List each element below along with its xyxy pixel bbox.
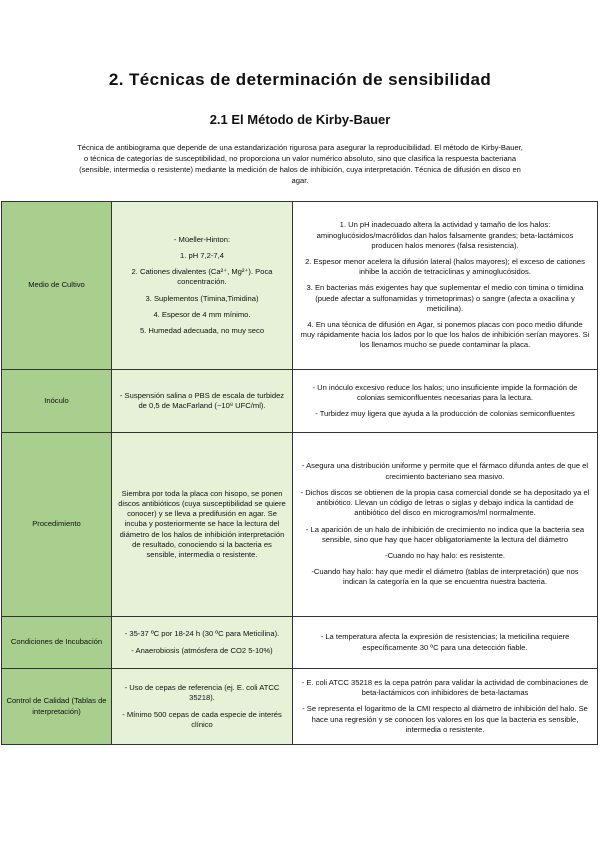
note-item: - E. coli ATCC 35218 es la cepa patrón para validar la actividad de combinaciones de beta-lactámicos con inhibidores de beta-lactamas — [301, 677, 589, 698]
notes-cell — [293, 617, 598, 669]
requirement-item: - 35-37 ºC por 18-24 h (30 ºC para Meticilina). — [124, 629, 280, 639]
requirement-item: 1. pH 7,2-7,4 — [180, 250, 224, 260]
intro-paragraph: Técnica de antibiograma que depende de una estandarización rigurosa para asegurar la reproducibilidad. El método de Kirby-Bauer, o técnica de categorías de susceptibilidad, no proporciona un valor numérico absoluto, sino que clasifica la respuesta bacteriana (sensible, intermedia o resistente) mediante la medición de halos de inhibición, cuya interpretación. Técnica de difusión en disco en agar. — [77, 143, 523, 185]
requirements-cell — [112, 202, 293, 370]
note-item: - Turbidez muy ligera que ayuda a la producción de colonias semiconfluentes — [315, 409, 575, 419]
requirement-item: - Suspensión salina o PBS de escala de turbidez de 0,5 de MacFarland (~10⁸ UFC/ml). — [119, 390, 285, 410]
page-title: 2. Técnicas de determinación de sensibilidad — [108, 70, 492, 89]
table-row — [2, 433, 598, 617]
note-item: - Asegura una distribución uniforme y permite que el fármaco difunda antes de que el crecimiento bacteriano sea masivo. — [301, 461, 589, 481]
table-row — [2, 370, 598, 433]
note-item: 4. En una técnica de difusión en Agar, si ponemos placas con poco medio difunde muy rápidamente hacia los lados por lo que los halos de inhibición serían mayores. Si los llenamos mucho se puede contaminar la placa. — [300, 320, 590, 350]
row-label: Control de Calidad (Tablas de interpretación) — [2, 669, 112, 745]
note-item: - Dichos discos se obtienen de la propia casa comercial donde se ha depositado ya el antibiótico. Llevan un código de letras o siglas y debajo indica la cantidad de antibiótico del disco en microgramos/ml normalmente. — [300, 487, 590, 518]
note-item: -Cuando hay halo: hay que medir el diámetro (tablas de interpretación) que nos indican la categoría en la que se encuentra nuestra bacteria. — [311, 567, 579, 587]
sensitivity-table — [1, 201, 598, 745]
table-row — [2, 669, 598, 745]
section-subtitle: 2.1 El Método de Kirby-Bauer — [209, 112, 391, 127]
requirement-item: 5. Humedad adecuada, no muy seco — [139, 326, 265, 335]
row-label: Inóculo — [2, 370, 112, 433]
requirement-item: 2. Cationes divalentes (Ca²⁺, Mg²⁺). Poca concentración. — [131, 267, 273, 287]
note-item: - Un inóculo excesivo reduce los halos; uno insuficiente impide la formación de colonias semiconfluentes necesarias para la lectura. — [312, 382, 578, 402]
row-label: Procedimiento — [2, 433, 112, 617]
notes-cell — [293, 433, 598, 617]
note-item: - Se representa el logaritmo de la CMI respecto al diámetro de inhibición del halo. Se hace una regresión y se conocen los valores en los que la bacteria es sensible, intermedia o resistente. — [302, 704, 588, 734]
notes-cell — [293, 202, 598, 370]
note-item: - La aparición de un halo de inhibición de crecimiento no indica que la bacteria sea sensible, sino que hay que hacer obligatoriamente la lectura del diámetro — [305, 524, 585, 544]
requirement-item: - Anaerobiosis (atmósfera de CO2 5-10%) — [131, 645, 273, 655]
note-item: 1. Un pH inadecuado altera la actividad y tamaño de los halos: aminoglucósidos/macrólidos dan halos falsamente grandes; beta-lactámicos producen halos menores (falsa resistencia). — [316, 220, 574, 250]
requirements-cell — [112, 617, 293, 669]
note-item: 2. Espesor menor acelera la difusión lateral (halos mayores); el exceso de cationes inhibe la acción de tetraciclinas y aminoglucósidos. — [305, 256, 585, 277]
requirement-item: 3. Suplementos (Timina,Timidina) — [145, 293, 259, 303]
requirement-item: - Uso de cepas de referencia (ej. E. coli ATCC 35218). — [124, 683, 280, 703]
note-item: 3. En bacterias más exigentes hay que suplementar el medio con timina o timidina (puede afectar a sulfonamidas y trimetoprimas) o sangre (afecta a oxacilina y meticilina). — [306, 283, 584, 313]
row-label: Condiciones de Incubación — [2, 617, 112, 669]
requirement-item: - Mínimo 500 cepas de cada especie de interés clínico — [122, 709, 282, 729]
table-row — [2, 617, 598, 669]
notes-cell — [293, 669, 598, 745]
notes-cell — [293, 370, 598, 433]
row-label: Medio de Cultivo — [2, 202, 112, 370]
requirement-item: 4. Espesor de 4 mm mínimo. — [153, 309, 251, 319]
requirement-item: - Müeller-Hinton: — [173, 234, 231, 244]
requirements-cell — [112, 370, 293, 433]
note-item: -Cuando no hay halo: es resistente. — [385, 550, 505, 560]
requirements-cell — [112, 433, 293, 617]
requirements-cell — [112, 669, 293, 745]
requirement-item: Siembra por toda la placa con hisopo, se ponen discos antibióticos (cuya susceptibilidad se quiere conocer) y se lleva a predifusión en agar. Se incuba y posteriormente se hace la lectura del diámetro de los halos de inhibición interpretación de resultado, conociendo si la bacteria es sensible, intermedia o resistente. — [118, 488, 286, 559]
note-item: - La temperatura afecta la expresión de resistencias; la meticilina requiere específicamente 30 ºC para una detección fiable. — [320, 632, 570, 652]
table-row — [2, 202, 598, 370]
